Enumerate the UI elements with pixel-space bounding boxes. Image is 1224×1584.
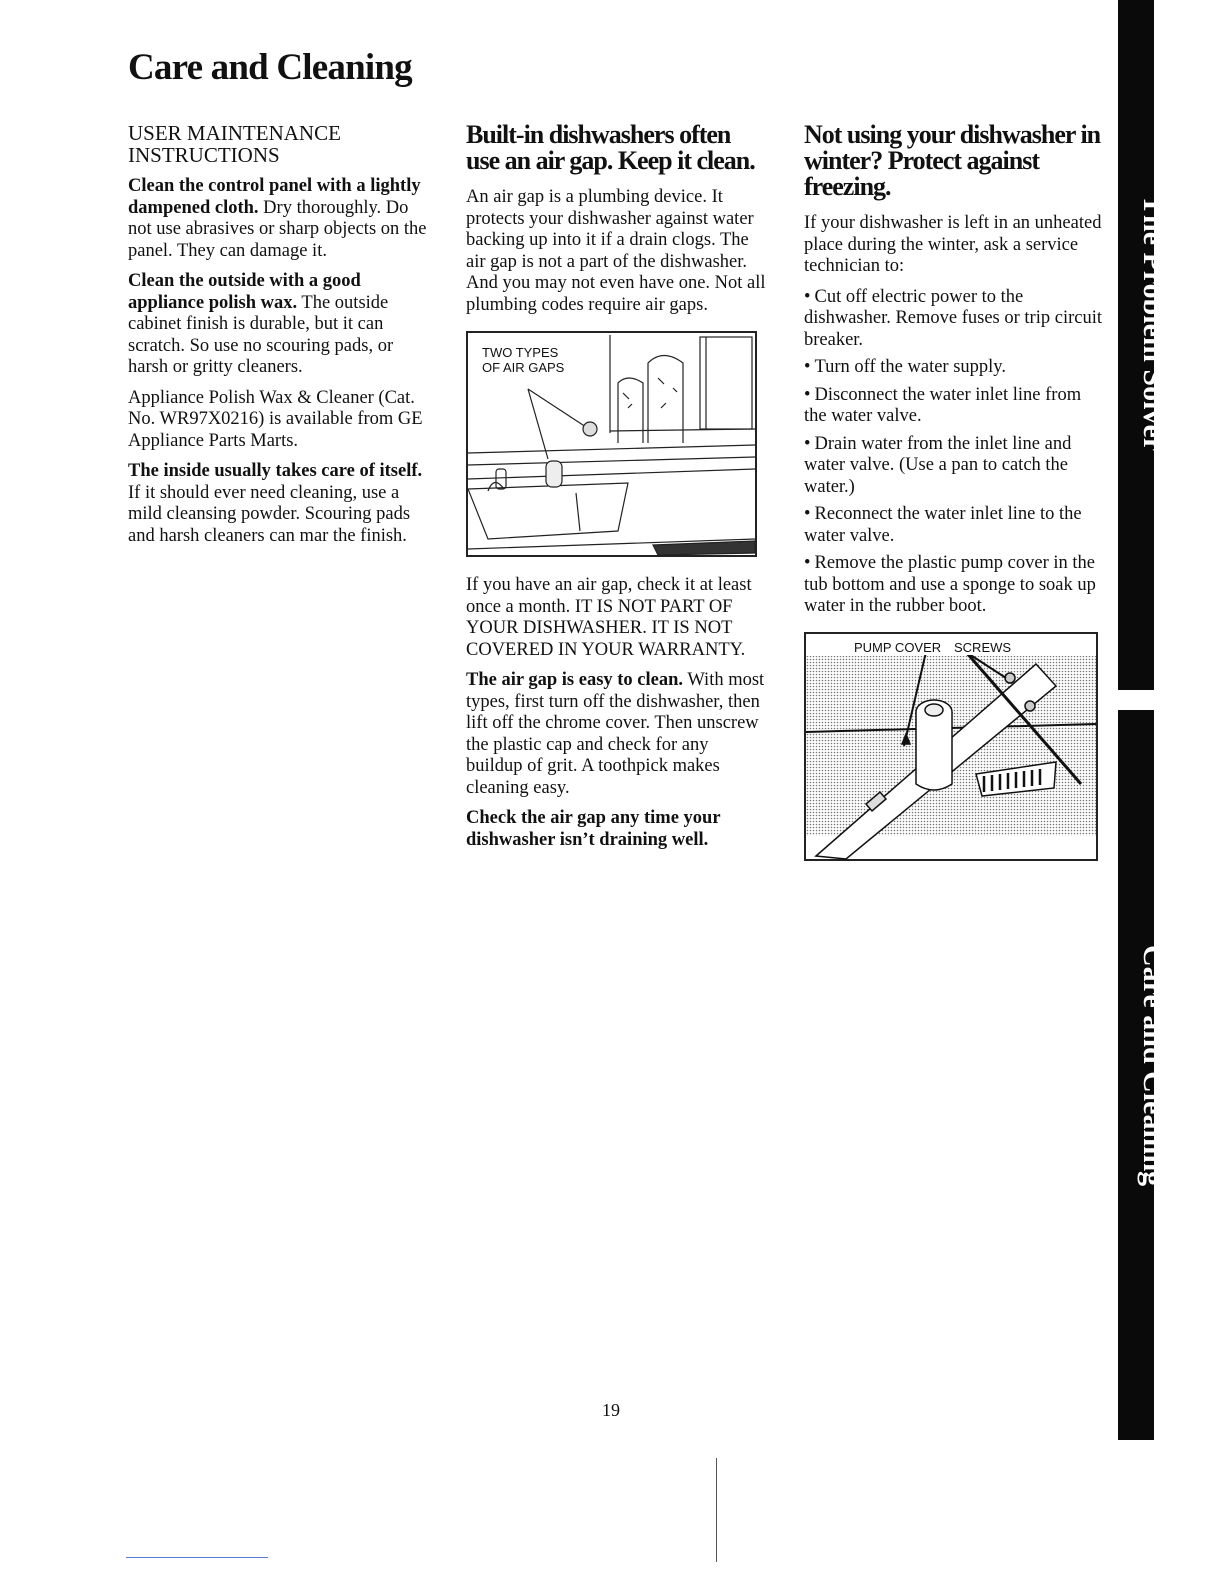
user-maintenance-heading: USER MAINTENANCE INSTRUCTIONS — [128, 121, 341, 167]
side-tab-care-cleaning: Care and Cleaning — [1137, 945, 1170, 1187]
list-item: • Remove the plastic pump cover in the tub bottom and use a sponge to soak up water in the rubber boot. — [804, 553, 1096, 616]
screws-label: SCREWS — [954, 639, 1012, 655]
winter-steps-list — [804, 287, 1104, 618]
bullet-icon: • — [804, 553, 811, 573]
pump-cover-label: PUMP COVER — [854, 639, 942, 655]
air-gap-intro: An air gap is a plumbing device. It protects your dishwasher against water backing up into it if a drain clogs. The air gap is not a part of the dishwasher. And you may not even have one. Not all plumbing codes require air gaps. — [466, 187, 766, 315]
inside-paragraph — [128, 461, 428, 547]
inside-lead: The inside usually takes care of itself. — [128, 461, 423, 481]
outside-paragraph — [128, 271, 428, 379]
list-item: • Reconnect the water inlet line to the water valve. — [804, 504, 1082, 546]
air-gap-illustration — [466, 331, 757, 557]
bullet-icon: • — [804, 504, 811, 524]
column-user-maintenance — [128, 122, 428, 556]
check-monthly-paragraph: If you have an air gap, check it at least once a month. IT IS NOT PART OF YOUR DISHWASHER. IT IS NOT COVERED IN YOUR WARRANTY. — [466, 575, 752, 660]
air-gap-label-line2: OF AIR GAPS — [482, 360, 565, 375]
pump-cover-illustration — [804, 632, 1098, 861]
outside-lead: Clean the outside with a good appliance polish wax. — [128, 271, 361, 313]
list-item: • Turn off the water supply. — [804, 357, 1006, 377]
scan-margin-line — [716, 1458, 717, 1562]
side-tab-problem-solver: The Problem Solver — [1137, 195, 1170, 452]
list-item: • Drain water from the inlet line and water valve. (Use a pan to catch the water.) — [804, 433, 1072, 497]
column-winter — [804, 122, 1104, 879]
inside-text: If it should ever need cleaning, use a mild cleansing powder. Scouring pads and harsh cleaners can mar the finish. — [128, 482, 411, 546]
bullet-icon: • — [804, 357, 811, 377]
list-item: • Cut off electric power to the dishwasher. Remove fuses or trip circuit breaker. — [804, 286, 1102, 350]
outside-text: The outside cabinet finish is durable, but it can scratch. So use no scouring pads, or harsh or gritty cleaners. — [128, 292, 394, 377]
easy-clean-paragraph — [466, 670, 766, 799]
bullet-icon: • — [804, 384, 811, 405]
control-panel-paragraph — [128, 176, 428, 262]
page-number: 19 — [602, 1400, 620, 1420]
bullet-icon: • — [804, 433, 811, 454]
control-panel-text: Dry thoroughly. Do not use abrasives or sharp objects on the panel. They can damage it. — [128, 197, 427, 261]
air-gap-figure-label — [482, 345, 564, 375]
page-title: Care and Cleaning — [128, 47, 412, 88]
column-air-gap — [466, 122, 766, 860]
air-gap-heading: Built-in dishwashers often use an air gap. Keep it clean. — [466, 120, 755, 175]
polish-wax-paragraph: Appliance Polish Wax & Cleaner (Cat. No. WR97X0216) is available from GE Appliance Parts Marts. — [128, 387, 423, 451]
winter-intro: If your dishwasher is left in an unheated place during the winter, ask a service technician to: — [804, 213, 1102, 276]
control-panel-lead: Clean the control panel with a lightly dampened cloth. — [128, 176, 421, 218]
bullet-icon: • — [804, 286, 811, 307]
winter-heading: Not using your dishwasher in winter? Protect against freezing. — [804, 120, 1101, 201]
list-item: • Disconnect the water inlet line from the water valve. — [804, 384, 1082, 426]
easy-clean-lead: The air gap is easy to clean. — [466, 670, 684, 690]
air-gap-label-line1: TWO TYPES — [482, 345, 559, 360]
scan-margin-mark — [126, 1557, 268, 1558]
side-index-tab — [1118, 0, 1170, 1440]
pump-cover-drawing — [806, 634, 1096, 859]
easy-clean-text: With most types, first turn off the dishwasher, then lift off the chrome cover. Then unscrew the plastic cap and check for any buildup of grit. A toothpick makes cleaning easy. — [466, 670, 765, 798]
check-draining-paragraph: Check the air gap any time your dishwasher isn’t draining well. — [466, 808, 721, 850]
